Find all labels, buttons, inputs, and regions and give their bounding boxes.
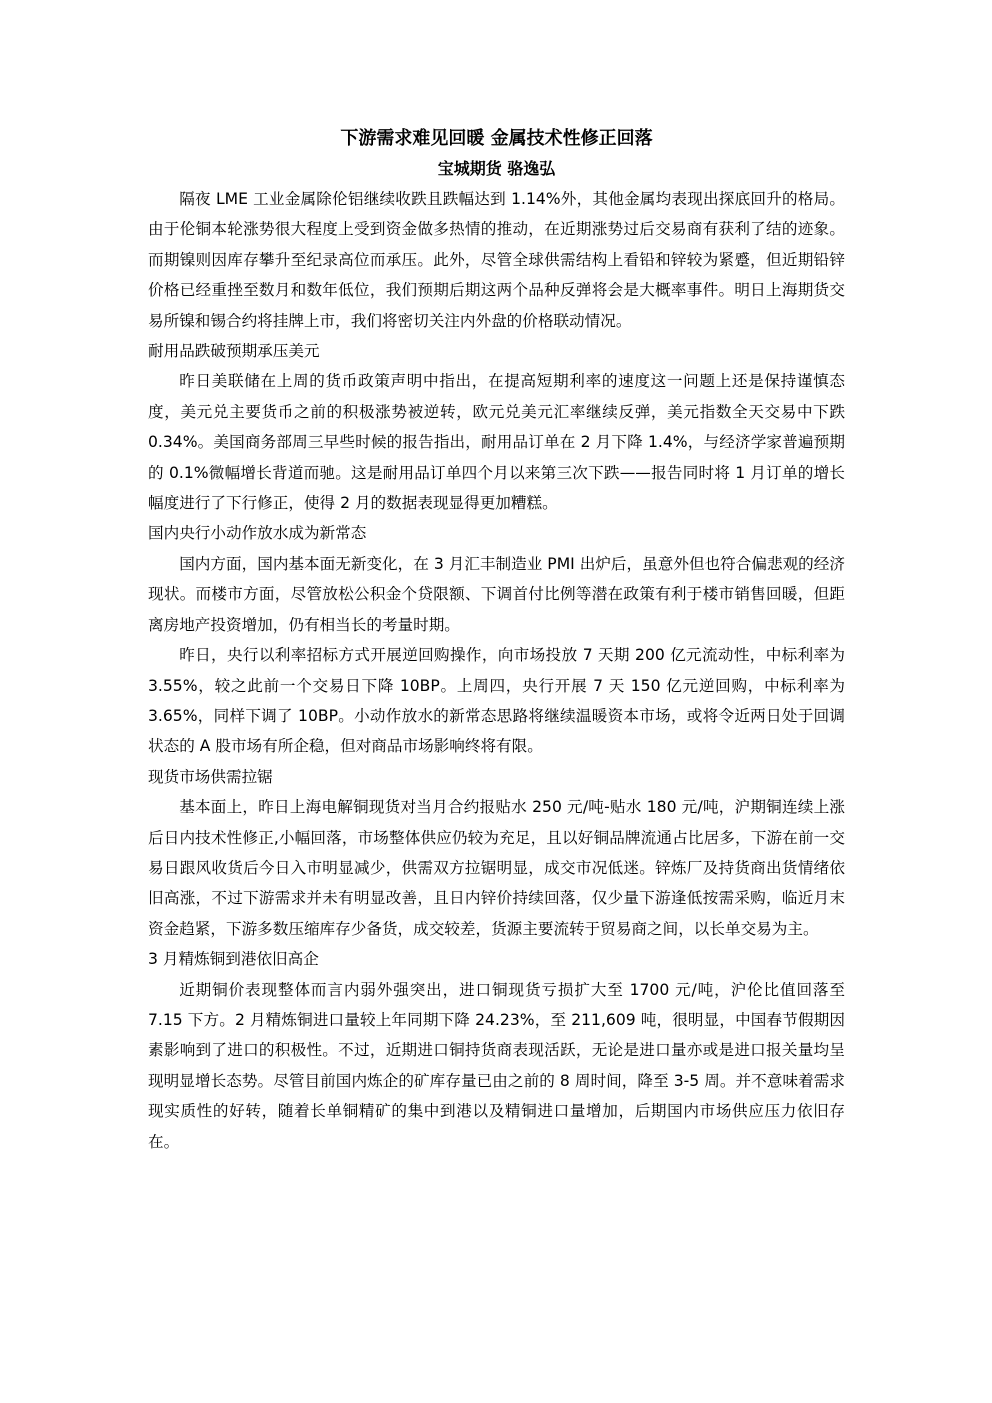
paragraph-domestic: 国内方面，国内基本面无新变化，在 3 月汇丰制造业 PMI 出炉后，虽意外但也符合偏悲观的经济现状。而楼市方面，尽管放松公积金个贷限额、下调首付比例等潜在政策有利于楼市销售回暖，但距离房地产投资增加，仍有相当长的考量时期。 <box>148 554 845 634</box>
paragraph-durable-goods: 昨日美联储在上周的货币政策声明中指出，在提高短期利率的速度这一问题上还是保持谨慎态度，美元兑主要货币之前的积极涨势被逆转，欧元兑美元汇率继续反弹，美元指数全天交易中下跌 0.34%。美国商务部周三早些时候的报告指出，耐用品订单在 2 月下降 1.4%，与经济学家普遍预期的 0.1%微幅增长背道而驰。这是耐用品订单四个月以来第三次下跌——报告同时将 1 月订单的增长幅度进行了下行修正，使得 2 月的数据表现显得更加糟糕。 <box>148 372 845 513</box>
section-heading-spot-market: 现货市场供需拉锯 <box>148 767 273 786</box>
document-page <box>148 124 845 1157</box>
document-author: 宝城期货 骆逸弘 <box>437 159 556 178</box>
section-heading-copper-imports: 3 月精炼铜到港依旧高企 <box>148 950 319 969</box>
paragraph-copper-imports: 近期铜价表现整体而言内弱外强突出，进口铜现货亏损扩大至 1700 元/吨，沪伦比值回落至 7.15 下方。2 月精炼铜进口量较上年同期下降 24.23%，至 211,609 吨，很明显，中国春节假期因素影响到了进口的积极性。不过，近期进口铜持货商表现活跃，无论是进口量亦或是进口报关量均呈现明显增长态势。尽管目前国内炼企的矿库存量已由之前的 8 周时间，降至 3-5 周。并不意味着需求现实质性的好转，随着长单铜精矿的集中到港以及精铜进口量增加，后期国内市场供应压力依旧存在。 <box>148 980 845 1151</box>
paragraph-intro: 隔夜 LME 工业金属除伦铝继续收跌且跌幅达到 1.14%外，其他金属均表现出探底回升的格局。由于伦铜本轮涨势很大程度上受到资金做多热情的推动，在近期涨势过后交易商有获利了结的迹象。而期镍则因库存攀升至纪录高位而承压。此外，尽管全球供需结构上看铅和锌较为紧蹙，但近期铅锌价格已经重挫至数月和数年低位，我们预期后期这两个品种反弹将会是大概率事件。明日上海期货交易所镍和锡合约将挂牌上市，我们将密切关注内外盘的价格联动情况。 <box>148 190 845 330</box>
section-heading-durable-goods: 耐用品跌破预期承压美元 <box>148 342 320 361</box>
document-title: 下游需求难见回暖 金属技术性修正回落 <box>340 128 653 149</box>
paragraph-reverse-repo: 昨日，央行以利率招标方式开展逆回购操作，向市场投放 7 天期 200 亿元流动性，中标利率为 3.55%，较之此前一个交易日下降 10BP。上周四，央行开展 7 天 150 亿元逆回购，中标利率为 3.65%，同样下调了 10BP。小动作放水的新常态思路将继续温暖资本市场，或将令近两日处于回调状态的 A 股市场有所企稳，但对商品市场影响终将有限。 <box>148 646 845 756</box>
section-heading-central-bank: 国内央行小动作放水成为新常态 <box>148 524 367 543</box>
paragraph-spot-market: 基本面上，昨日上海电解铜现货对当月合约报贴水 250 元/吨-贴水 180 元/吨，沪期铜连续上涨后日内技术性修正,小幅回落，市场整体供应仍较为充足，且以好铜品牌流通占比居多，下游在前一交易日跟风收货后今日入市明显减少，供需双方拉锯明显，成交市况低迷。锌炼厂及持货商出货情绪依旧高涨，不过下游需求并未有明显改善，且日内锌价持续回落，仅少量下游逢低按需采购，临近月末资金趋紧，下游多数压缩库存少备货，成交较差，货源主要流转于贸易商之间，以长单交易为主。 <box>148 798 845 938</box>
